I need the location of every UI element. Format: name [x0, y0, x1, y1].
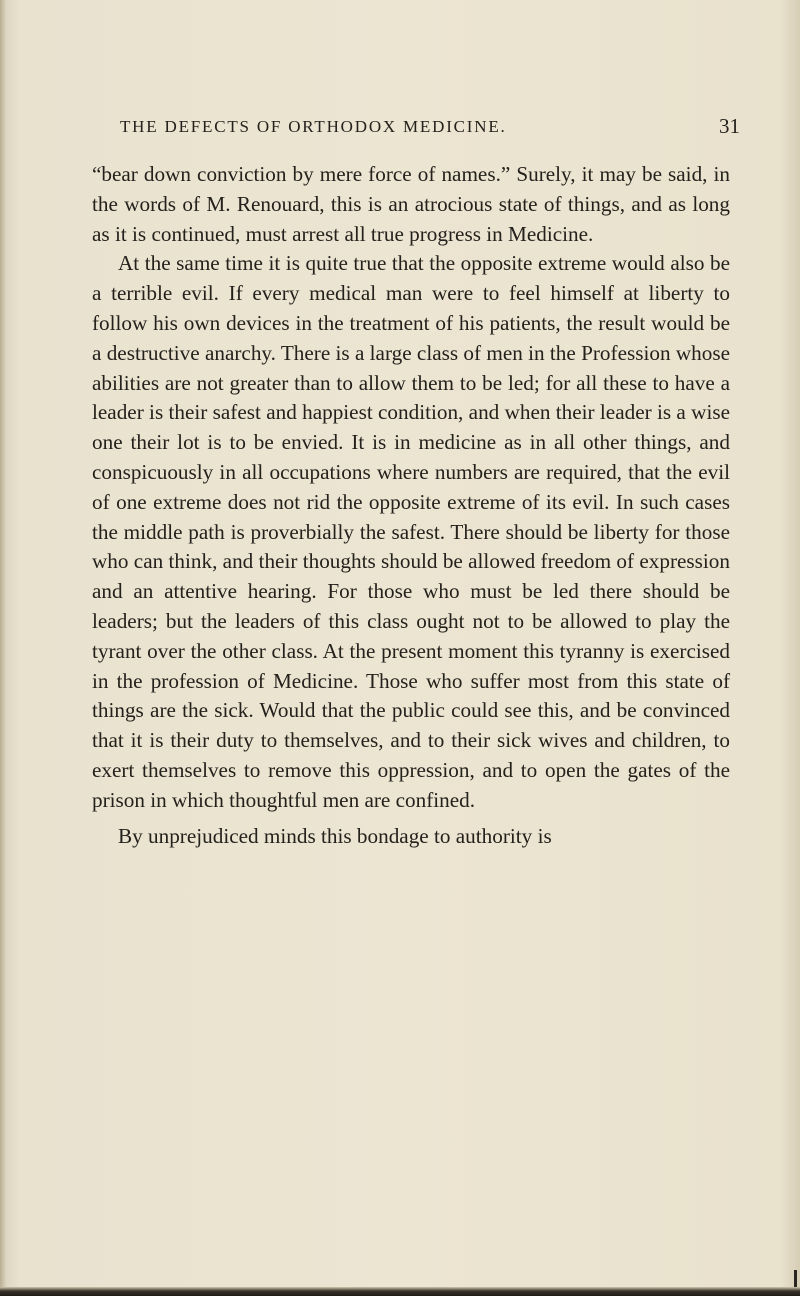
- paragraph: At the same time it is quite true that the opposite extreme would also be a terrible evil. If every medical man were to feel himself at liberty to follow his own devices in the treatment of his patients, the result would be a destructive anarchy. There is a large class of men in the Profession whose abilities are not greater than to allow them to be led; for all these to have a leader is their safest and happiest condition, and when their leader is a wise one their lot is to be envied. It is in medicine as in all other things, and conspicuously in all occupations where numbers are required, that the evil of one extreme does not rid the opposite extreme of its evil. In such cases the middle path is proverbially the safest. There should be liberty for those who can think, and their thoughts should be allowed freedom of expression and an attentive hearing. For those who must be led there should be leaders; but the leaders of this class ought not to be allowed to play the tyrant over the other class. At the present moment this tyranny is exercised in the profession of Medicine. Those who suffer most from this state of things are the sick. Would that the public could see this, and be convinced that it is their duty to themselves, and to their sick wives and children, to exert themselves to remove this oppression, and to open the gates of the prison in which thoughtful men are confined.: [92, 251, 730, 812]
- paragraph: By unprejudiced minds this bondage to authority is: [118, 823, 552, 848]
- running-head: [120, 114, 740, 143]
- page-bottom-edge: [0, 1287, 800, 1296]
- running-head-title: THE DEFECTS OF ORTHODOX MEDICINE.: [120, 117, 507, 136]
- body-text: [92, 160, 730, 851]
- page-binding-edge: [0, 0, 6, 1296]
- page-number: 31: [719, 114, 740, 138]
- paragraph-continuation: “bear down conviction by mere force of names.” Surely, it may be said, in the words of M. Renouard, this is an atrocious state of things, and as long as it is continued, must arrest all true progress in Medicine.: [92, 162, 730, 246]
